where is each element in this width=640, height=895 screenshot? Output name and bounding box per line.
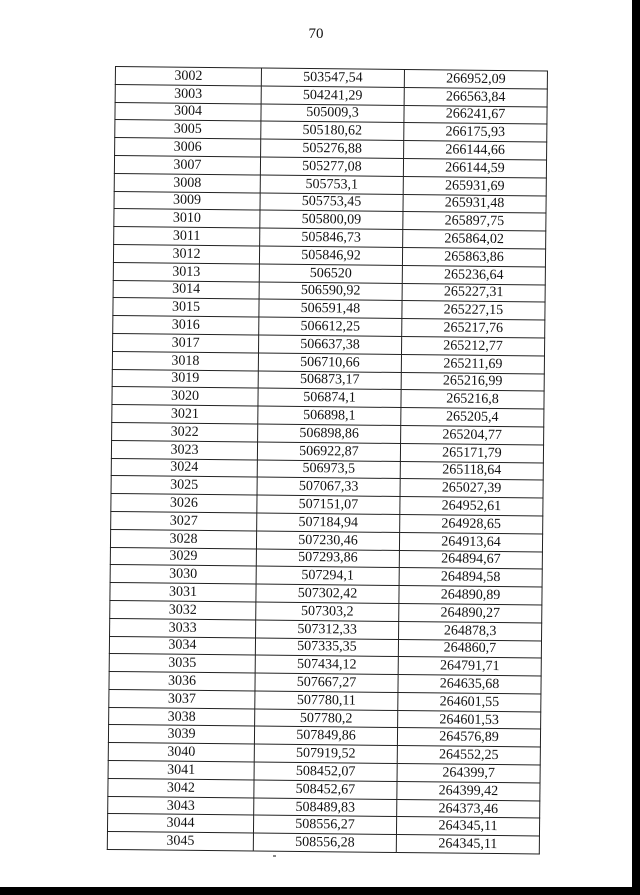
point-number-cell: 3030 [110,565,256,584]
x-coordinate-cell: 507151,07 [257,495,400,514]
y-coordinate-cell: 265216,8 [401,390,544,409]
y-coordinate-cell: 265118,64 [400,461,543,480]
point-number-cell: 3044 [107,814,253,833]
y-coordinate-cell: 265211,69 [401,354,544,373]
point-number-cell: 3038 [109,707,255,726]
y-coordinate-cell: 264576,89 [397,728,540,747]
page-number: 70 [308,26,324,42]
y-coordinate-cell: 266563,84 [404,87,547,106]
point-number-cell: 3021 [112,405,258,424]
x-coordinate-cell: 506922,87 [257,442,400,461]
point-number-cell: 3020 [112,387,258,406]
y-coordinate-cell: 265863,86 [402,247,545,266]
y-coordinate-cell: 265864,02 [403,230,546,249]
y-coordinate-cell: 265171,79 [400,443,543,462]
x-coordinate-cell: 507780,11 [255,691,398,710]
x-coordinate-cell: 507184,94 [257,513,400,532]
point-number-cell: 3031 [110,583,256,602]
y-coordinate-cell: 264635,68 [398,675,541,694]
point-number-cell: 3012 [113,244,259,263]
x-coordinate-cell: 503547,54 [261,68,404,87]
x-coordinate-cell: 504241,29 [261,86,404,105]
y-coordinate-cell: 265027,39 [400,479,543,498]
point-number-cell: 3009 [114,191,260,210]
x-coordinate-cell: 507302,42 [256,584,399,603]
table-row [107,832,539,854]
point-number-cell: 3039 [108,725,254,744]
x-coordinate-cell: 506591,48 [259,299,402,318]
point-number-cell: 3002 [115,67,261,86]
x-coordinate-cell: 507667,27 [255,673,398,692]
y-coordinate-cell: 264928,65 [400,514,543,533]
y-coordinate-cell: 266241,67 [404,105,547,124]
point-number-cell: 3018 [112,351,258,370]
y-coordinate-cell: 265227,31 [402,283,545,302]
x-coordinate-cell: 505846,73 [260,228,403,247]
x-coordinate-cell: 506637,38 [259,335,402,354]
y-coordinate-cell: 264878,3 [399,621,542,640]
x-coordinate-cell: 505180,62 [261,121,404,140]
point-number-cell: 3015 [113,298,259,317]
x-coordinate-cell: 506520 [259,264,402,283]
x-coordinate-cell: 505753,1 [260,175,403,194]
point-number-cell: 3043 [108,796,254,815]
point-number-cell: 3029 [110,547,256,566]
point-number-cell: 3003 [115,84,261,103]
y-coordinate-cell: 265931,48 [403,194,546,213]
y-coordinate-cell: 266952,09 [404,70,547,89]
x-coordinate-cell: 506590,92 [259,282,402,301]
coordinates-table [107,66,548,855]
x-coordinate-cell: 508489,83 [254,798,397,817]
y-coordinate-cell: 264791,71 [398,657,541,676]
y-coordinate-cell: 265217,76 [402,319,545,338]
x-coordinate-cell: 507067,33 [257,477,400,496]
y-coordinate-cell: 264345,11 [396,835,539,854]
point-number-cell: 3016 [113,316,259,335]
point-number-cell: 3037 [109,689,255,708]
y-coordinate-cell: 265205,4 [401,408,544,427]
x-coordinate-cell: 506612,25 [259,317,402,336]
point-number-cell: 3014 [113,280,259,299]
y-coordinate-cell: 265216,99 [401,372,544,391]
y-coordinate-cell: 265212,77 [401,336,544,355]
x-coordinate-cell: 506873,17 [258,371,401,390]
x-coordinate-cell: 506710,66 [258,353,401,372]
y-coordinate-cell: 265236,64 [402,265,545,284]
point-number-cell: 3025 [111,476,257,495]
point-number-cell: 3040 [108,743,254,762]
y-coordinate-cell: 264601,53 [398,710,541,729]
scan-speck [273,855,276,857]
point-number-cell: 3005 [115,120,261,139]
x-coordinate-cell: 508556,27 [253,815,396,834]
x-coordinate-cell: 507434,12 [255,655,398,674]
x-coordinate-cell: 505846,92 [259,246,402,265]
y-coordinate-cell: 264399,42 [397,781,540,800]
y-coordinate-cell: 265897,75 [403,212,546,231]
point-number-cell: 3017 [113,333,259,352]
point-number-cell: 3026 [111,494,257,513]
x-coordinate-cell: 505753,45 [260,193,403,212]
y-coordinate-cell: 264373,46 [397,799,540,818]
y-coordinate-cell: 264952,61 [400,497,543,516]
point-number-cell: 3028 [110,529,256,548]
point-number-cell: 3035 [109,654,255,673]
x-coordinate-cell: 506898,86 [258,424,401,443]
point-number-cell: 3004 [115,102,261,121]
y-coordinate-cell: 264894,67 [399,550,542,569]
x-coordinate-cell: 508556,28 [253,833,396,852]
point-number-cell: 3019 [112,369,258,388]
point-number-cell: 3027 [111,511,257,530]
point-number-cell: 3023 [111,440,257,459]
x-coordinate-cell: 505276,88 [261,139,404,158]
x-coordinate-cell: 507293,86 [256,549,399,568]
x-coordinate-cell: 507230,46 [256,531,399,550]
x-coordinate-cell: 508452,07 [254,762,397,781]
y-coordinate-cell: 265931,69 [403,176,546,195]
point-number-cell: 3008 [114,173,260,192]
point-number-cell: 3013 [113,262,259,281]
y-coordinate-cell: 266144,66 [404,141,547,160]
point-number-cell: 3024 [111,458,257,477]
x-coordinate-cell: 507919,52 [254,744,397,763]
x-coordinate-cell: 507849,86 [254,726,397,745]
x-coordinate-cell: 506874,1 [258,388,401,407]
point-number-cell: 3042 [108,778,254,797]
point-number-cell: 3007 [114,155,260,174]
x-coordinate-cell: 507335,35 [255,638,398,657]
y-coordinate-cell: 264399,7 [397,764,540,783]
point-number-cell: 3036 [109,672,255,691]
point-number-cell: 3010 [114,209,260,228]
y-coordinate-cell: 264890,89 [399,586,542,605]
x-coordinate-cell: 507294,1 [256,566,399,585]
x-coordinate-cell: 505800,09 [260,210,403,229]
point-number-cell: 3022 [112,422,258,441]
x-coordinate-cell: 507312,33 [256,620,399,639]
x-coordinate-cell: 506973,5 [257,460,400,479]
point-number-cell: 3011 [114,227,260,246]
y-coordinate-cell: 265204,77 [401,425,544,444]
x-coordinate-cell: 507303,2 [256,602,399,621]
point-number-cell: 3033 [110,618,256,637]
coordinates-table-body [107,67,547,855]
y-coordinate-cell: 265227,15 [402,301,545,320]
y-coordinate-cell: 266175,93 [404,123,547,142]
x-coordinate-cell: 506898,1 [258,406,401,425]
x-coordinate-cell: 508452,67 [254,780,397,799]
y-coordinate-cell: 264894,58 [399,568,542,587]
point-number-cell: 3034 [109,636,255,655]
point-number-cell: 3045 [107,832,253,851]
x-coordinate-cell: 505009,3 [261,104,404,123]
y-coordinate-cell: 264890,27 [399,603,542,622]
y-coordinate-cell: 264860,7 [398,639,541,658]
y-coordinate-cell: 264601,55 [398,692,541,711]
point-number-cell: 3041 [108,761,254,780]
point-number-cell: 3032 [110,600,256,619]
point-number-cell: 3006 [115,138,261,157]
x-coordinate-cell: 505277,08 [260,157,403,176]
y-coordinate-cell: 264345,11 [396,817,539,836]
y-coordinate-cell: 264552,25 [397,746,540,765]
y-coordinate-cell: 266144,59 [403,159,546,178]
x-coordinate-cell: 507780,2 [255,709,398,728]
y-coordinate-cell: 264913,64 [399,532,542,551]
